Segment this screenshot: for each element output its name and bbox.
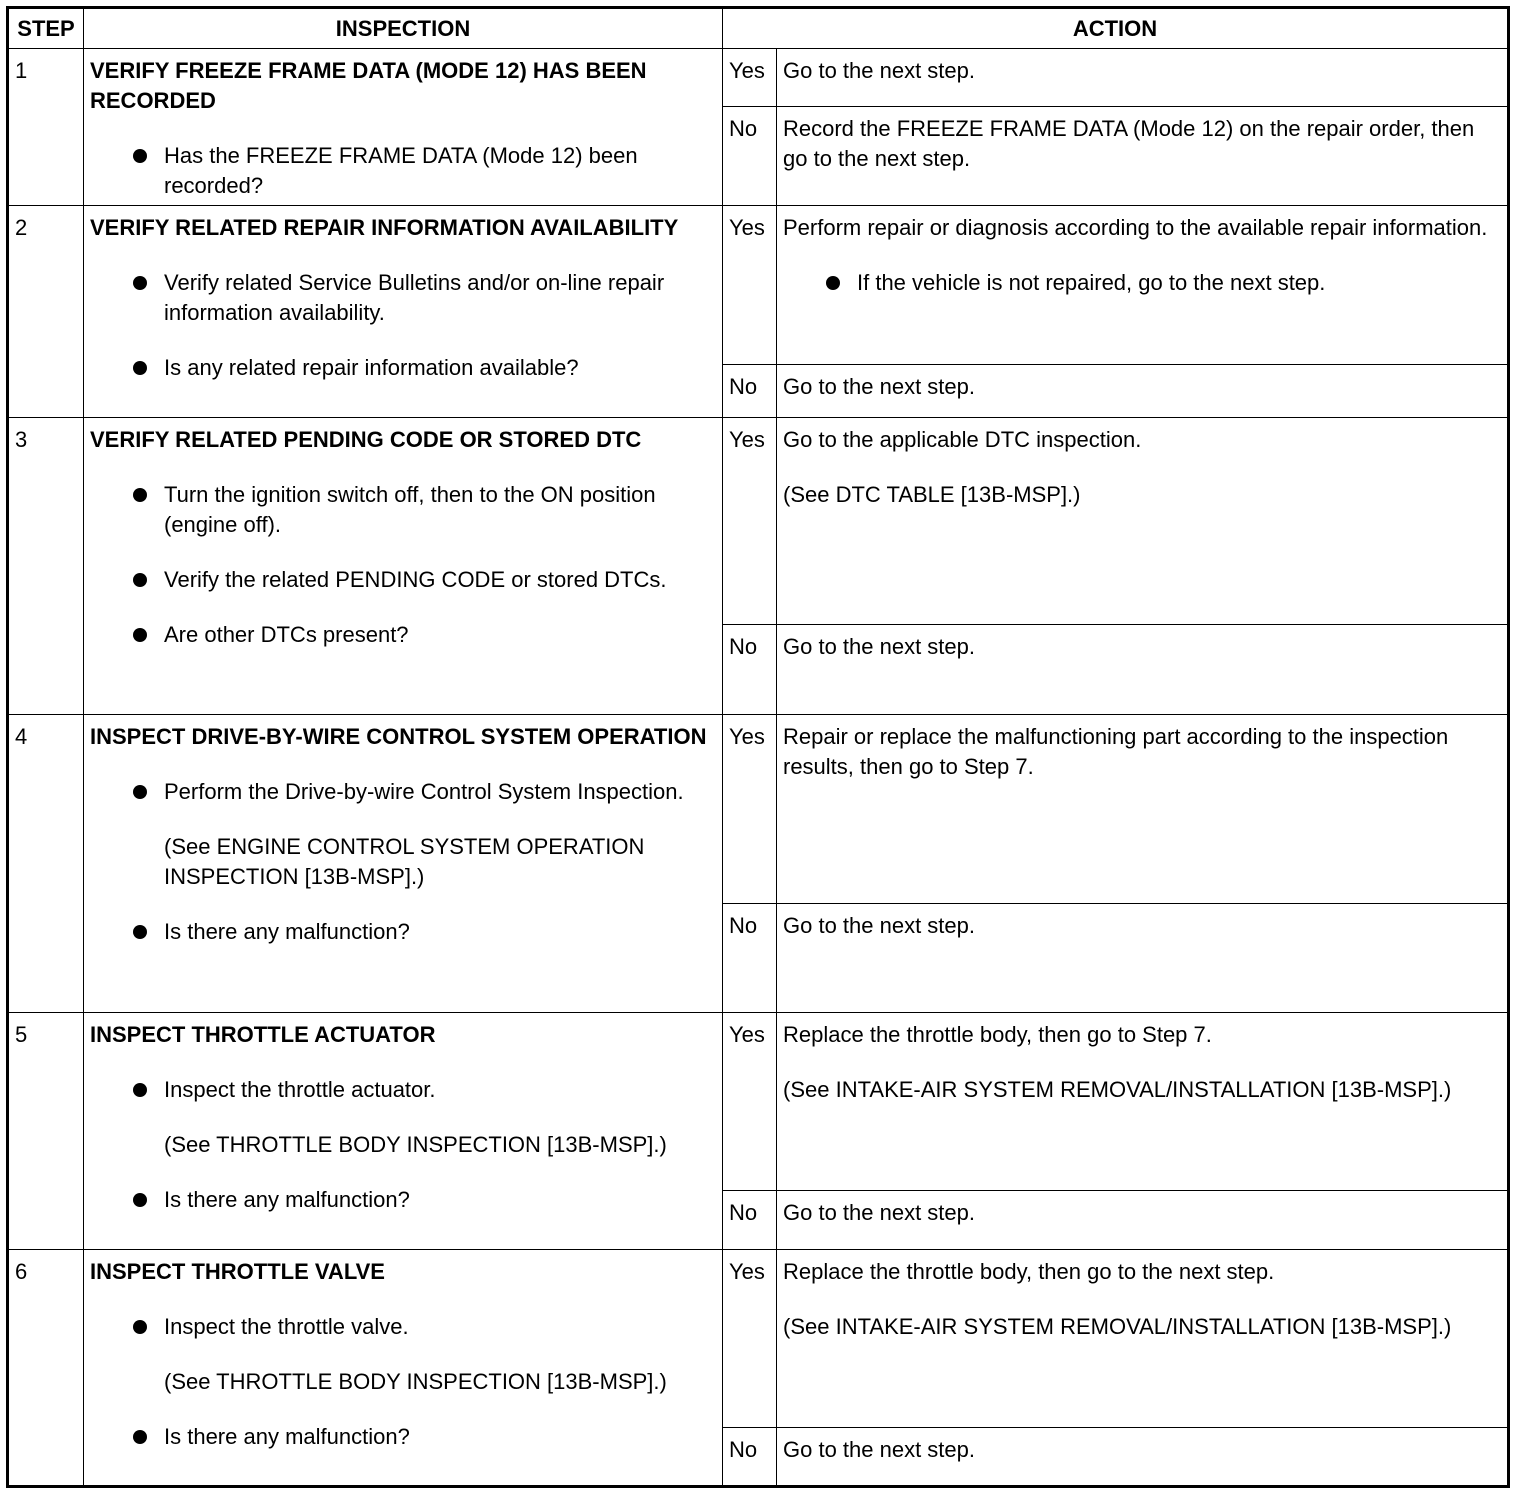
header-step: STEP — [8, 8, 84, 49]
step-number: 2 — [8, 206, 84, 418]
yes-action — [777, 1249, 1509, 1427]
bullet-item: Are other DTCs present? — [90, 620, 716, 650]
yes-label: Yes — [723, 1012, 777, 1190]
inspection-bullets — [90, 141, 716, 201]
action-text: Replace the throttle body, then go to the next step. — [783, 1258, 1275, 1284]
step-number: 3 — [8, 418, 84, 715]
no-action — [777, 107, 1509, 206]
no-label: No — [723, 1190, 777, 1249]
action-text: Go to the next step. — [783, 912, 976, 938]
step-3-yes-row — [8, 418, 1509, 625]
no-label: No — [723, 903, 777, 1012]
action-text: Go to the next step. — [783, 634, 976, 660]
yes-label: Yes — [723, 49, 777, 107]
inspection-cell — [84, 1012, 723, 1249]
step-1-yes-row — [8, 49, 1509, 107]
inspection-bullets — [90, 777, 716, 807]
yes-action — [777, 206, 1509, 365]
header-action: ACTION — [723, 8, 1509, 49]
action-text: Go to the next step. — [783, 58, 976, 83]
yes-action — [777, 418, 1509, 625]
inspection-bullets — [90, 1312, 716, 1342]
bullet-item: Perform the Drive-by-wire Control System Inspection. — [90, 777, 716, 807]
inspection-bullets — [90, 1075, 716, 1105]
action-text: Perform repair or diagnosis according to the available repair information. — [783, 215, 1488, 241]
bullet-item: Is there any malfunction? — [90, 917, 716, 947]
inspection-note: (See THROTTLE BODY INSPECTION [13B-MSP].) — [164, 1131, 667, 1157]
no-label: No — [723, 1427, 777, 1486]
inspection-note: (See ENGINE CONTROL SYSTEM OPERATION INSPECTION [13B-MSP].) — [164, 834, 645, 890]
bullet-item: Inspect the throttle valve. — [90, 1312, 716, 1342]
inspection-title: INSPECT THROTTLE VALVE — [90, 1258, 385, 1284]
inspection-cell — [84, 1249, 723, 1486]
action-text: Go to the next step. — [783, 374, 976, 400]
step-number: 6 — [8, 1249, 84, 1486]
yes-label: Yes — [723, 206, 777, 365]
bullet-item: Is there any malfunction? — [90, 1422, 716, 1452]
bullet-item: Is any related repair information available? — [90, 353, 716, 383]
bullet-item: Verify the related PENDING CODE or stored DTCs. — [90, 565, 716, 595]
inspection-bullets — [90, 1185, 716, 1215]
bullet-item: Inspect the throttle actuator. — [90, 1075, 716, 1105]
action-note: (See DTC TABLE [13B-MSP].) — [783, 482, 1081, 508]
bullet-item: Verify related Service Bulletins and/or on-line repair information availability. — [90, 268, 716, 328]
yes-action — [777, 49, 1509, 107]
no-label: No — [723, 365, 777, 418]
no-label: No — [723, 107, 777, 206]
yes-label: Yes — [723, 418, 777, 625]
no-action — [777, 1427, 1509, 1486]
inspection-bullets — [90, 268, 716, 383]
inspection-title: INSPECT THROTTLE ACTUATOR — [90, 1021, 436, 1047]
step-4-yes-row — [8, 715, 1509, 903]
step-5-yes-row — [8, 1012, 1509, 1190]
bullet-item: If the vehicle is not repaired, go to the next step. — [783, 268, 1501, 298]
yes-label: Yes — [723, 715, 777, 903]
step-2-yes-row — [8, 206, 1509, 365]
action-text: Repair or replace the malfunctioning part according to the inspection results, then go to Step 7. — [783, 724, 1449, 780]
inspection-cell — [84, 418, 723, 715]
inspection-bullets — [90, 917, 716, 947]
header-inspection: INSPECTION — [84, 8, 723, 49]
yes-label: Yes — [723, 1249, 777, 1427]
bullet-item: Turn the ignition switch off, then to the ON position (engine off). — [90, 480, 716, 540]
no-action — [777, 1190, 1509, 1249]
action-bullets — [783, 268, 1501, 298]
bullet-item: Is there any malfunction? — [90, 1185, 716, 1215]
yes-action — [777, 715, 1509, 903]
bullet-item: Has the FREEZE FRAME DATA (Mode 12) been recorded? — [90, 141, 716, 201]
action-text: Replace the throttle body, then go to Step 7. — [783, 1021, 1212, 1047]
no-action — [777, 903, 1509, 1012]
action-text: Go to the applicable DTC inspection. — [783, 427, 1142, 453]
step-6-yes-row — [8, 1249, 1509, 1427]
inspection-title: VERIFY RELATED PENDING CODE OR STORED DTC — [90, 427, 642, 453]
inspection-cell — [84, 206, 723, 418]
diagnostic-procedure-table — [6, 6, 1510, 1488]
action-text: Record the FREEZE FRAME DATA (Mode 12) on the repair order, then go to the next step. — [783, 116, 1475, 172]
action-note: (See INTAKE-AIR SYSTEM REMOVAL/INSTALLATION [13B-MSP].) — [783, 1076, 1452, 1102]
header-row — [8, 8, 1509, 49]
no-action — [777, 365, 1509, 418]
inspection-title: VERIFY FREEZE FRAME DATA (MODE 12) HAS BEEN RECORDED — [90, 58, 647, 113]
step-number: 1 — [8, 49, 84, 206]
no-label: No — [723, 625, 777, 715]
inspection-cell — [84, 715, 723, 1012]
inspection-title: VERIFY RELATED REPAIR INFORMATION AVAILABILITY — [90, 215, 679, 241]
yes-action — [777, 1012, 1509, 1190]
step-number: 5 — [8, 1012, 84, 1249]
inspection-bullets — [90, 1422, 716, 1452]
action-text: Go to the next step. — [783, 1199, 976, 1225]
inspection-title: INSPECT DRIVE-BY-WIRE CONTROL SYSTEM OPERATION — [90, 724, 707, 750]
inspection-bullets — [90, 480, 716, 650]
action-note: (See INTAKE-AIR SYSTEM REMOVAL/INSTALLATION [13B-MSP].) — [783, 1313, 1452, 1339]
action-text: Go to the next step. — [783, 1436, 976, 1462]
inspection-cell — [84, 49, 723, 206]
inspection-note: (See THROTTLE BODY INSPECTION [13B-MSP].) — [164, 1368, 667, 1394]
step-number: 4 — [8, 715, 84, 1012]
no-action — [777, 625, 1509, 715]
